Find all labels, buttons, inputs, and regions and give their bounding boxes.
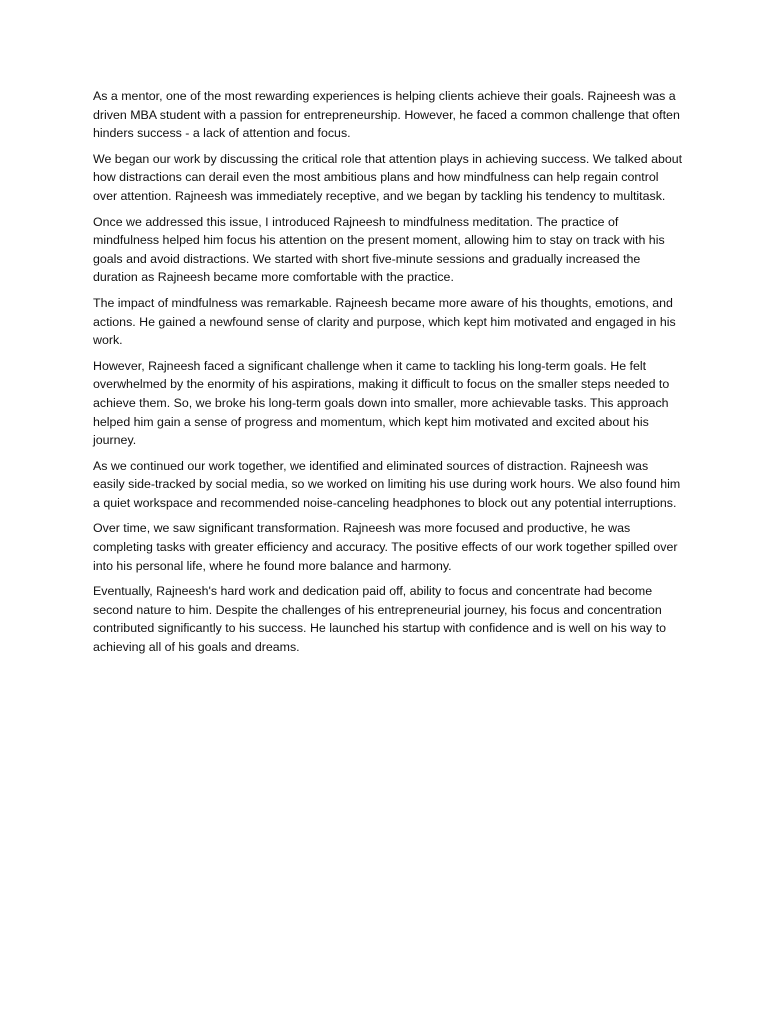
paragraph-6: As we continued our work together, we identified and eliminated sources of distraction. Rajneesh was easily side-tracked by social media, so we worked on limiting his use during work hours. We also found him a quiet workspace and recommended noise-canceling headphones to block out any potential interruptions.	[93, 458, 681, 510]
document-page	[93, 87, 683, 664]
paragraph-1: As a mentor, one of the most rewarding experiences is helping clients achieve their goals. Rajneesh was a driven MBA student with a passion for entrepreneurship. However, he faced a common challenge that often hinders success - a lack of attention and focus.	[93, 89, 680, 141]
paragraph-5: However, Rajneesh faced a significant challenge when it came to tackling his long-term goals. He felt overwhelmed by the enormity of his aspirations, making it difficult to focus on the smaller steps needed to achieve them. So, we broke his long-term goals down into smaller, more achievable tasks. This approach helped him gain a sense of progress and momentum, which kept him motivated and excited about his journey.	[93, 358, 670, 448]
paragraph-8: Eventually, Rajneesh's hard work and dedication paid off, ability to focus and concentrate had become second nature to him. Despite the challenges of his entrepreneurial journey, his focus and concentration contributed significantly to his success. He launched his startup with confidence and is well on his way to achieving all of his goals and dreams.	[93, 584, 667, 655]
paragraph-7: Over time, we saw significant transformation. Rajneesh was more focused and productive, he was completing tasks with greater efficiency and accuracy. The positive effects of our work together spilled over into his personal life, where he found more balance and harmony.	[93, 521, 678, 573]
paragraph-4: The impact of mindfulness was remarkable. Rajneesh became more aware of his thoughts, emotions, and actions. He gained a newfound sense of clarity and purpose, which kept him motivated and engaged in his work.	[93, 295, 676, 348]
paragraph-2: We began our work by discussing the critical role that attention plays in achieving success. We talked about how distractions can derail even the most ambitious plans and how mindfulness can help regain control over attention. Rajneesh was immediately receptive, and we began by tackling his tendency to multitask.	[93, 151, 683, 203]
paragraph-3: Once we addressed this issue, I introduced Rajneesh to mindfulness meditation. The practice of mindfulness helped him focus his attention on the present moment, allowing him to stay on track with his goals and avoid distractions. We started with short five-minute sessions and gradually increased the duration as Rajneesh became more comfortable with the practice.	[93, 214, 665, 285]
